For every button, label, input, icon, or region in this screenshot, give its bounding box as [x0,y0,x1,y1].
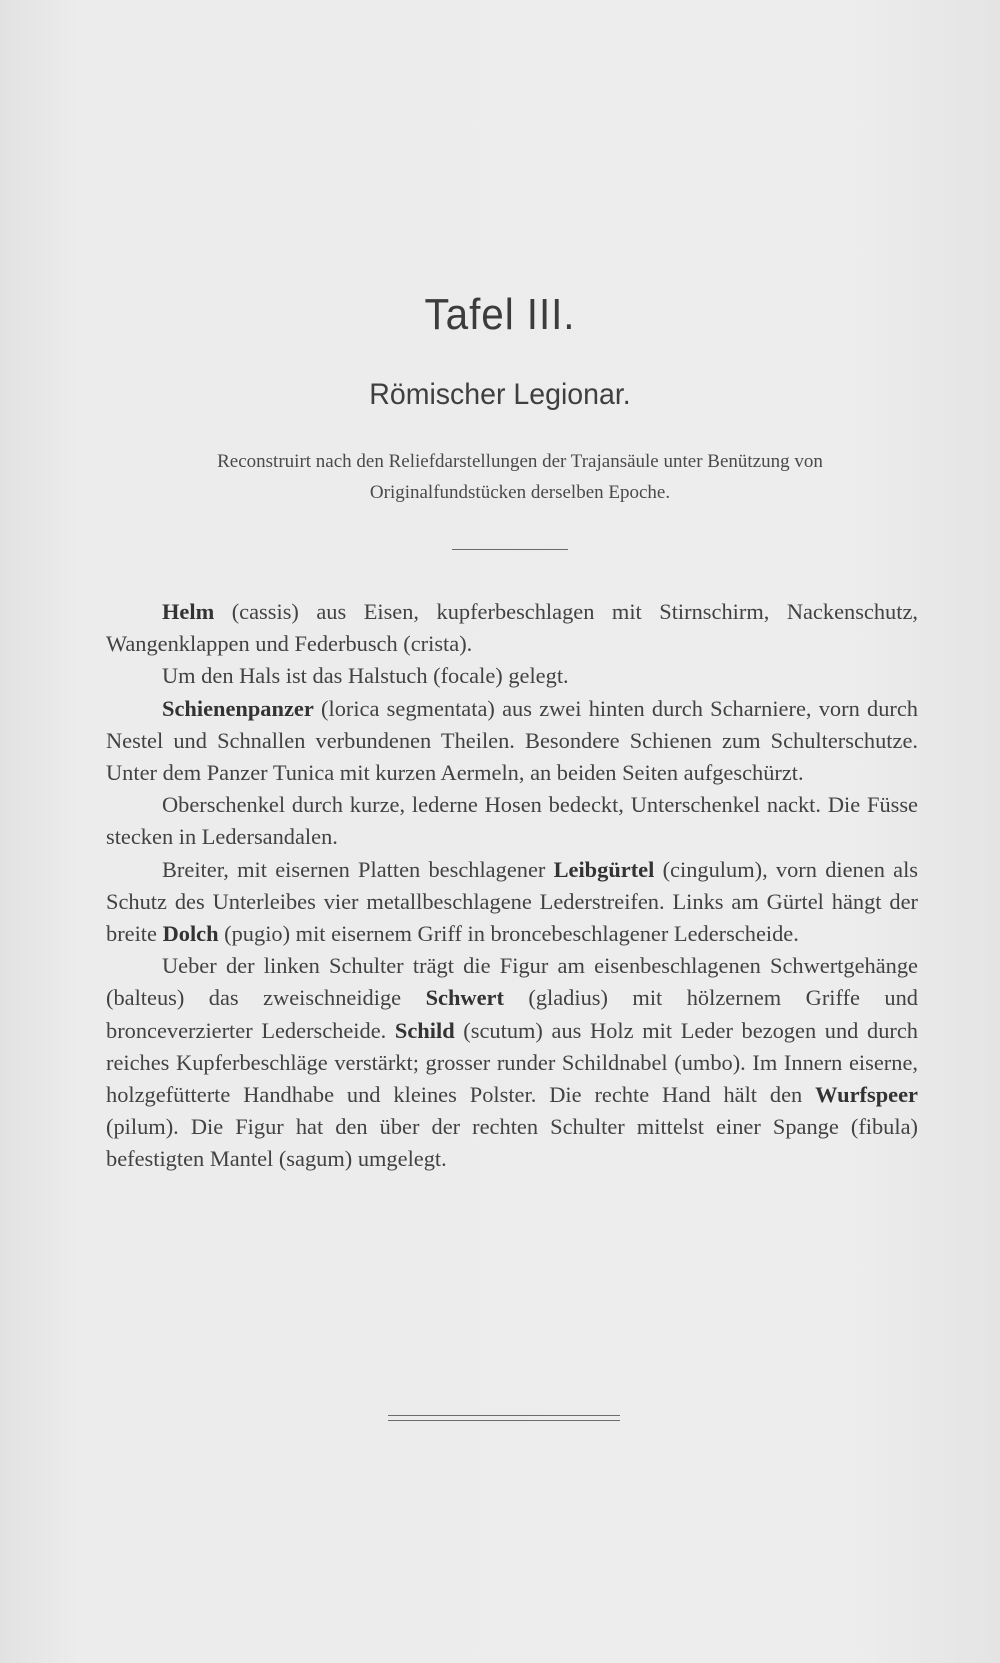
paragraph-armor [106,693,918,790]
term-dolch: Dolch [162,921,219,947]
paragraph-weapons [106,950,918,1175]
text: (pugio) mit eisernem Griff in broncebeschlagener Lederscheide. [218,921,799,947]
text: (cingulum), vorn dienen als Schutz des Unterleibes vier metallbeschlagene Lederstreifen. Links am Gürtel hängt der breite [106,856,919,947]
text: Breiter, mit eisernen Platten beschlagener [162,856,554,882]
term-wurfspeer: Wurfspeer [815,1082,918,1108]
plate-title: Tafel III. [424,290,576,339]
section-divider [452,549,568,550]
paragraph-legs [106,789,918,853]
plate-subtitle: Römischer Legionar. [369,378,631,411]
intro-line-1: Reconstruirt nach den Reliefdarstellungen der Trajansäule unter Benützung von [217,451,823,472]
term-leibguertel: Leibgürtel [553,856,655,882]
intro-line-2: Originalfundstücken derselben Epoche. [369,482,671,503]
text: (scutum) aus Holz mit Leder bezogen und durch reiches Kupferbeschläge verstärkt; grosser runder Schildnabel (umbo). Im Innern eiserne, holzgefütterte Handhabe und kleines Polster. Die rechte Hand hält den [106,1017,918,1108]
description-text [106,596,918,1176]
term-schwert: Schwert [425,985,504,1011]
text: (pilum). Die Figur hat den über der rechten Schulter mittelst einer Spange (fibula) befestigten Mantel (sagum) umgelegt. [106,1114,918,1172]
reconstruction-note [140,446,900,508]
end-divider [388,1415,620,1421]
paragraph-belt [106,854,918,951]
text: Ueber der linken Schulter trägt die Figur am eisenbeschlagenen Schwertgehänge (balteus) das zweischneidige [106,953,918,1011]
paragraph-helmet [106,596,918,660]
term-schild: Schild [394,1017,455,1043]
term-schienenpanzer: Schienenpanzer [162,695,314,721]
text: Um den Hals ist das Halstuch (focale) gelegt. [162,663,569,689]
text: Oberschenkel durch kurze, lederne Hosen bedeckt, Unterschenkel nackt. Die Füsse stecken in Ledersandalen. [106,792,918,850]
text: (cassis) aus Eisen, kupferbeschlagen mit Stirnschirm, Nackenschutz, Wangenklappen und Federbusch (crista). [106,599,918,657]
paragraph-scarf [106,660,918,692]
term-helm: Helm [162,599,215,624]
text: (lorica segmentata) aus zwei hinten durch Scharniere, vorn durch Nestel und Schnallen verbundenen Theilen. Besondere Schienen zum Schulterschutze. Unter dem Panzer Tunica mit kurzen Aermeln, an beiden Seiten aufgeschürzt. [106,695,918,786]
text: (gladius) mit hölzernem Griffe und bronceverzierter Lederscheide. [106,985,918,1043]
